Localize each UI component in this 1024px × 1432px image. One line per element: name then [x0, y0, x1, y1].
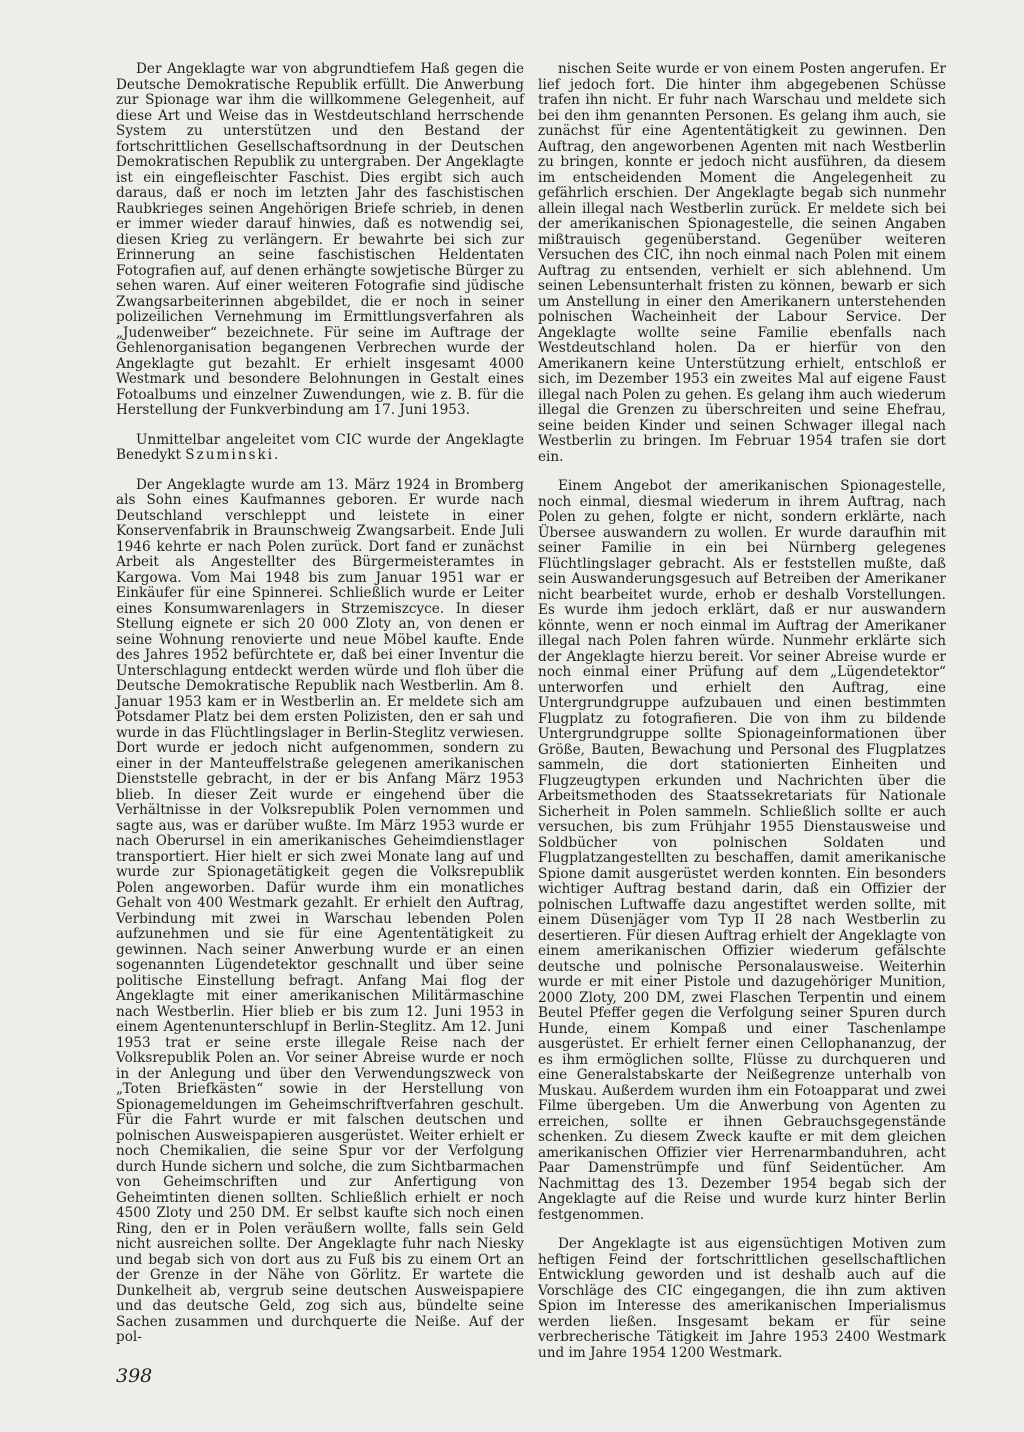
paragraph-conclusion: Der Angeklagte ist aus eigensüchtigen Motiven zum heftigen Feind der fortschrittlichen gesellschaftlichen Entwicklung geworden und ist deshalb auch auf die Vorschläge des CIC eingegangen, die ihn zum aktiven Spion im Interesse des amerikanischen Imperialismus werden ließen. Insgesamt bekam er für seine verbrecherische Tätigkeit im Jahre 1953 2400 Westmark und im Jahre 1954 1200 Westmark.	[538, 1236, 946, 1361]
cic-intro-text: Unmittelbar angeleitet vom CIC wurde der Angeklagte Benedykt	[116, 431, 524, 463]
page-number: 398	[116, 1365, 153, 1387]
left-column	[116, 62, 524, 1354]
defendant-name: Szuminski	[185, 447, 275, 463]
paragraph-biography: Der Angeklagte wurde am 13. März 1924 in Bromberg als Sohn eines Kaufmannes geboren. Er wurde nach Deutschland verschleppt und leistete in einer Konservenfabrik in Braunschweig Zwangsarbeit. Ende Juli 1946 kehrte er nach Polen zurück. Dort fand er zunächst Arbeit als Angestellter des Bürgermeisteramtes in Kargowa. Vom Mai 1948 bis zum Januar 1951 war er Einkäufer für eine Spinnerei. Schließlich wurde er Leiter eines Konsumwarenlagers in Strzemiszcyce. In dieser Stellung eignete er sich 20 000 Zloty an, von denen er seine Wohnung renovierte und neue Möbel kaufte. Ende des Jahres 1952 befürchtete er, daß bei einer Inventur die Unterschlagung entdeckt werden würde und floh über die Deutsche Demokratische Republik nach Westberlin. Am 8. Januar 1953 kam er in Westberlin an. Er meldete sich am Potsdamer Platz bei dem ersten Polizisten, den er sah und wurde in das Flüchtlingslager in Berlin-Steglitz verwiesen. Dort wurde er jedoch nicht aufgenommen, sondern zu einer in der Manteuffelstraße gelegenen amerikanischen Dienststelle gebracht, in der er bis Anfang März 1953 blieb. In dieser Zeit wurde er eingehend über die Verhältnisse in der Volksrepublik Polen vernommen und sagte aus, was er darüber wußte. Im März 1953 wurde er nach Oberursel in ein amerikanisches Geheimdienstlager transportiert. Hier hielt er sich zwei Monate lang auf und wurde zur Spionagetätigkeit gegen die Volksrepublik Polen angeworben. Dafür wurde ihm ein monatliches Gehalt von 400 Westmark gezahlt. Er erhielt den Auftrag, Verbindung mit zwei in Warschau lebenden Polen aufzunehmen und sie für eine Agententätigkeit zu gewinnen. Nach seiner Anwerbung wurde er an einen sogenannten Lügendetektor geschnallt und über seine politische Einstellung befragt. Anfang Mai flog der Angeklagte mit einer amerikanischen Militärmaschine nach Westberlin. Hier blieb er bis zum 12. Juni 1953 in einem Agentenunterschlupf in Berlin-Steglitz. Am 12. Juni 1953 trat er seine erste illegale Reise nach der Volksrepublik Polen an. Vor seiner Abreise wurde er noch in der Anlegung und über den Verwendungszweck von „Toten Briefkästen“ sowie in der Herstellung von Spionagemeldungen im Geheimschriftverfahren geschult. Für die Fahrt wurde er mit falschen deutschen und polnischen Ausweispapieren ausgerüstet. Weiter erhielt er noch Chemikalien, die seine Spur vor der Verfolgung durch Hunde sichern und solche, die zum Sichtbarmachen von Geheimschriften und zur Anfertigung von Geheimtinten dienen sollten. Schließlich erhielt er noch 4500 Zloty und 250 DM. Er selbst kaufte sich noch einen Ring, den er in Polen veräußern wollte, falls sein Geld nicht ausreichen sollte. Der Angeklagte fuhr nach Niesky und begab sich von dort aus zu Fuß bis zu einem Ort an der Grenze in der Nähe von Görlitz. Er wartete die Dunkelheit ab, vergrub seine deutschen Ausweispapiere und das deutsche Geld, zog sich aus, bündelte seine Sachen zusammen und durchquerte die Neiße. Auf der pol-	[116, 476, 524, 1345]
cic-intro-end: .	[274, 447, 279, 463]
right-column	[538, 62, 946, 1369]
paragraph-second-mission: Einem Angebot der amerikanischen Spionagestelle, noch einmal, diesmal wiederum in ihrem Auftrag, nach Polen zu gehen, folgte er nicht, sondern erklärte, nach Übersee auswandern zu wollen. Er wurde daraufhin mit seiner Familie in ein bei Nürnberg gelegenes Flüchtlingslager gebracht. Als er feststellen mußte, daß sein Auswanderungsgesuch auf Betreiben der Amerikaner nicht bearbeitet wurde, erhob er deshalb Vorstellungen. Es wurde ihm jedoch erklärt, daß er nur auswandern könnte, wenn er noch einmal im Auftrag der Amerikaner illegal nach Polen fahren würde. Nunmehr erklärte sich der Angeklagte hierzu bereit. Vor seiner Abreise wurde er noch einmal einer Prüfung auf dem „Lügendetektor“ unterworfen und erhielt den Auftrag, eine Untergrundgruppe aufzubauen und einen bestimmten Flugplatz zu fotografieren. Die von ihm zu bildende Untergrundgruppe sollte Spionageinformationen über Größe, Bauten, Bewachung und Personal des Flugplatzes sammeln, die dort stationierten Einheiten und Flugzeugtypen erkunden und Nachrichten über die Arbeitsmethoden des Staatssekretariats für Nationale Sicherheit in Polen sammeln. Schließlich sollte er auch versuchen, bis zum Frühjahr 1955 Dienstausweise und Soldbücher von polnischen Soldaten und Flugplatzangestellten zu beschaffen, damit amerikanische Spione damit ausgerüstet werden konnten. Ein besonders wichtiger Auftrag bestand darin, daß ein Offizier der polnischen Luftwaffe dazu angestiftet werden sollte, mit einem Düsenjäger vom Typ II 28 nach Westberlin zu desertieren. Für diesen Auftrag erhielt der Angeklagte von einem amerikanischen Offizier wiederum gefälschte deutsche und polnische Personalausweise. Weiterhin wurde er mit einer Pistole und dazugehöriger Munition, 2000 Zloty, 200 DM, zwei Flaschen Terpentin und einem Beutel Pfeffer gegen die Verfolgung seiner Spuren durch Hunde, einem Kompaß und einer Taschenlampe ausgerüstet. Er erhielt ferner einen Cellophananzug, der es ihm ermöglichen sollte, Flüsse zu durchqueren und eine Generalstabskarte der Neißegrenze unterhalb von Muskau. Außerdem wurden ihm ein Fotoapparat und zwei Filme übergeben. Um die Anwerbung von Agenten zu erreichen, sollte er ihnen Gebrauchsgegenstände schenken. Zu diesem Zweck kaufte er mit dem gleichen amerikanischen Offizier vier Herrenarmbanduhren, acht Paar Damenstrümpfe und fünf Seidentücher. Am Nachmittag des 13. Dezember 1954 begab sich der Angeklagte auf die Reise und wurde kurz hinter Berlin festgenommen.	[538, 478, 946, 1223]
paragraph-cic-intro	[116, 433, 524, 464]
paragraph-defendant-motives: Der Angeklagte war von abgrundtiefem Haß gegen die Deutsche Demokratische Republik erfüllt. Die Anwerbung zur Spionage war ihm die willkommene Gelegenheit, auf diese Art und Weise das in Westdeutschland herrschende System zu unterstützen und den Bestand der fortschrittlichen Gesellschaftsordnung in der Deutschen Demokratischen Republik zu untergraben. Der Angeklagte ist ein eingefleischter Faschist. Dies ergibt sich auch daraus, daß er noch im letzten Jahr des faschistischen Raubkrieges seinen Angehörigen Briefe schrieb, in denen er immer wieder darauf hinwies, daß es notwendig sei, diesen Krieg zu verlängern. Er bewahrte bei sich zur Erinnerung an seine faschistischen Heldentaten Fotografien auf, auf denen erhängte sowjetische Bürger zu sehen waren. Auf einer weiteren Fotografie sind jüdische Zwangsarbeiterinnen abgebildet, die er noch in seiner polizeilichen Vernehmung im Ermittlungsverfahren als „Judenweiber“ bezeichnete. Für seine im Auftrage der Gehlenorganisation begangenen Verbrechen wurde der Angeklagte gut bezahlt. Er erhielt insgesamt 4000 Westmark und besondere Belohnungen in Gestalt eines Fotoalbums und einzelner Zuwendungen, wie z. B. für die Herstellung der Funkverbindung am 17. Juni 1953.	[116, 61, 524, 418]
paragraph-poland-journey: nischen Seite wurde er von einem Posten angerufen. Er lief jedoch fort. Die hinter ihm abgegebenen Schüsse trafen ihn nicht. Er fuhr nach Warschau und meldete sich bei den ihm genannten Personen. Es gelang ihm auch, sie zunächst für eine Agententätigkeit zu gewinnen. Den Auftrag, den angeworbenen Agenten mit nach Westberlin zu bringen, konnte er jedoch nicht ausführen, da diesem im entscheidenden Moment die Angelegenheit zu gefährlich erschien. Der Angeklagte begab sich nunmehr allein illegal nach Westberlin zurück. Er meldete sich bei der amerikanischen Spionagestelle, die seinen Angaben mißtrauisch gegenüberstand. Gegenüber weiteren Versuchen des CIC, ihn noch einmal nach Polen mit einem Auftrag zu entsenden, verhielt er sich ablehnend. Um seinen Lebensunterhalt fristen zu können, bewarb er sich um Anstellung in einer den Amerikanern unterstehenden polnischen Wacheinheit der Labour Service. Der Angeklagte wollte seine Familie ebenfalls nach Westdeutschland holen. Da er hierfür von den Amerikanern keine Unterstützung erhielt, entschloß er sich, im Dezember 1953 ein zweites Mal auf eigene Faust illegal nach Polen zu gehen. Es gelang ihm auch wiederum illegal die Grenzen zu überschreiten und seine Ehefrau, seine beiden Kinder und seinen Schwager illegal nach Westberlin zu bringen. Im Februar 1954 trafen sie dort ein.	[538, 61, 946, 465]
